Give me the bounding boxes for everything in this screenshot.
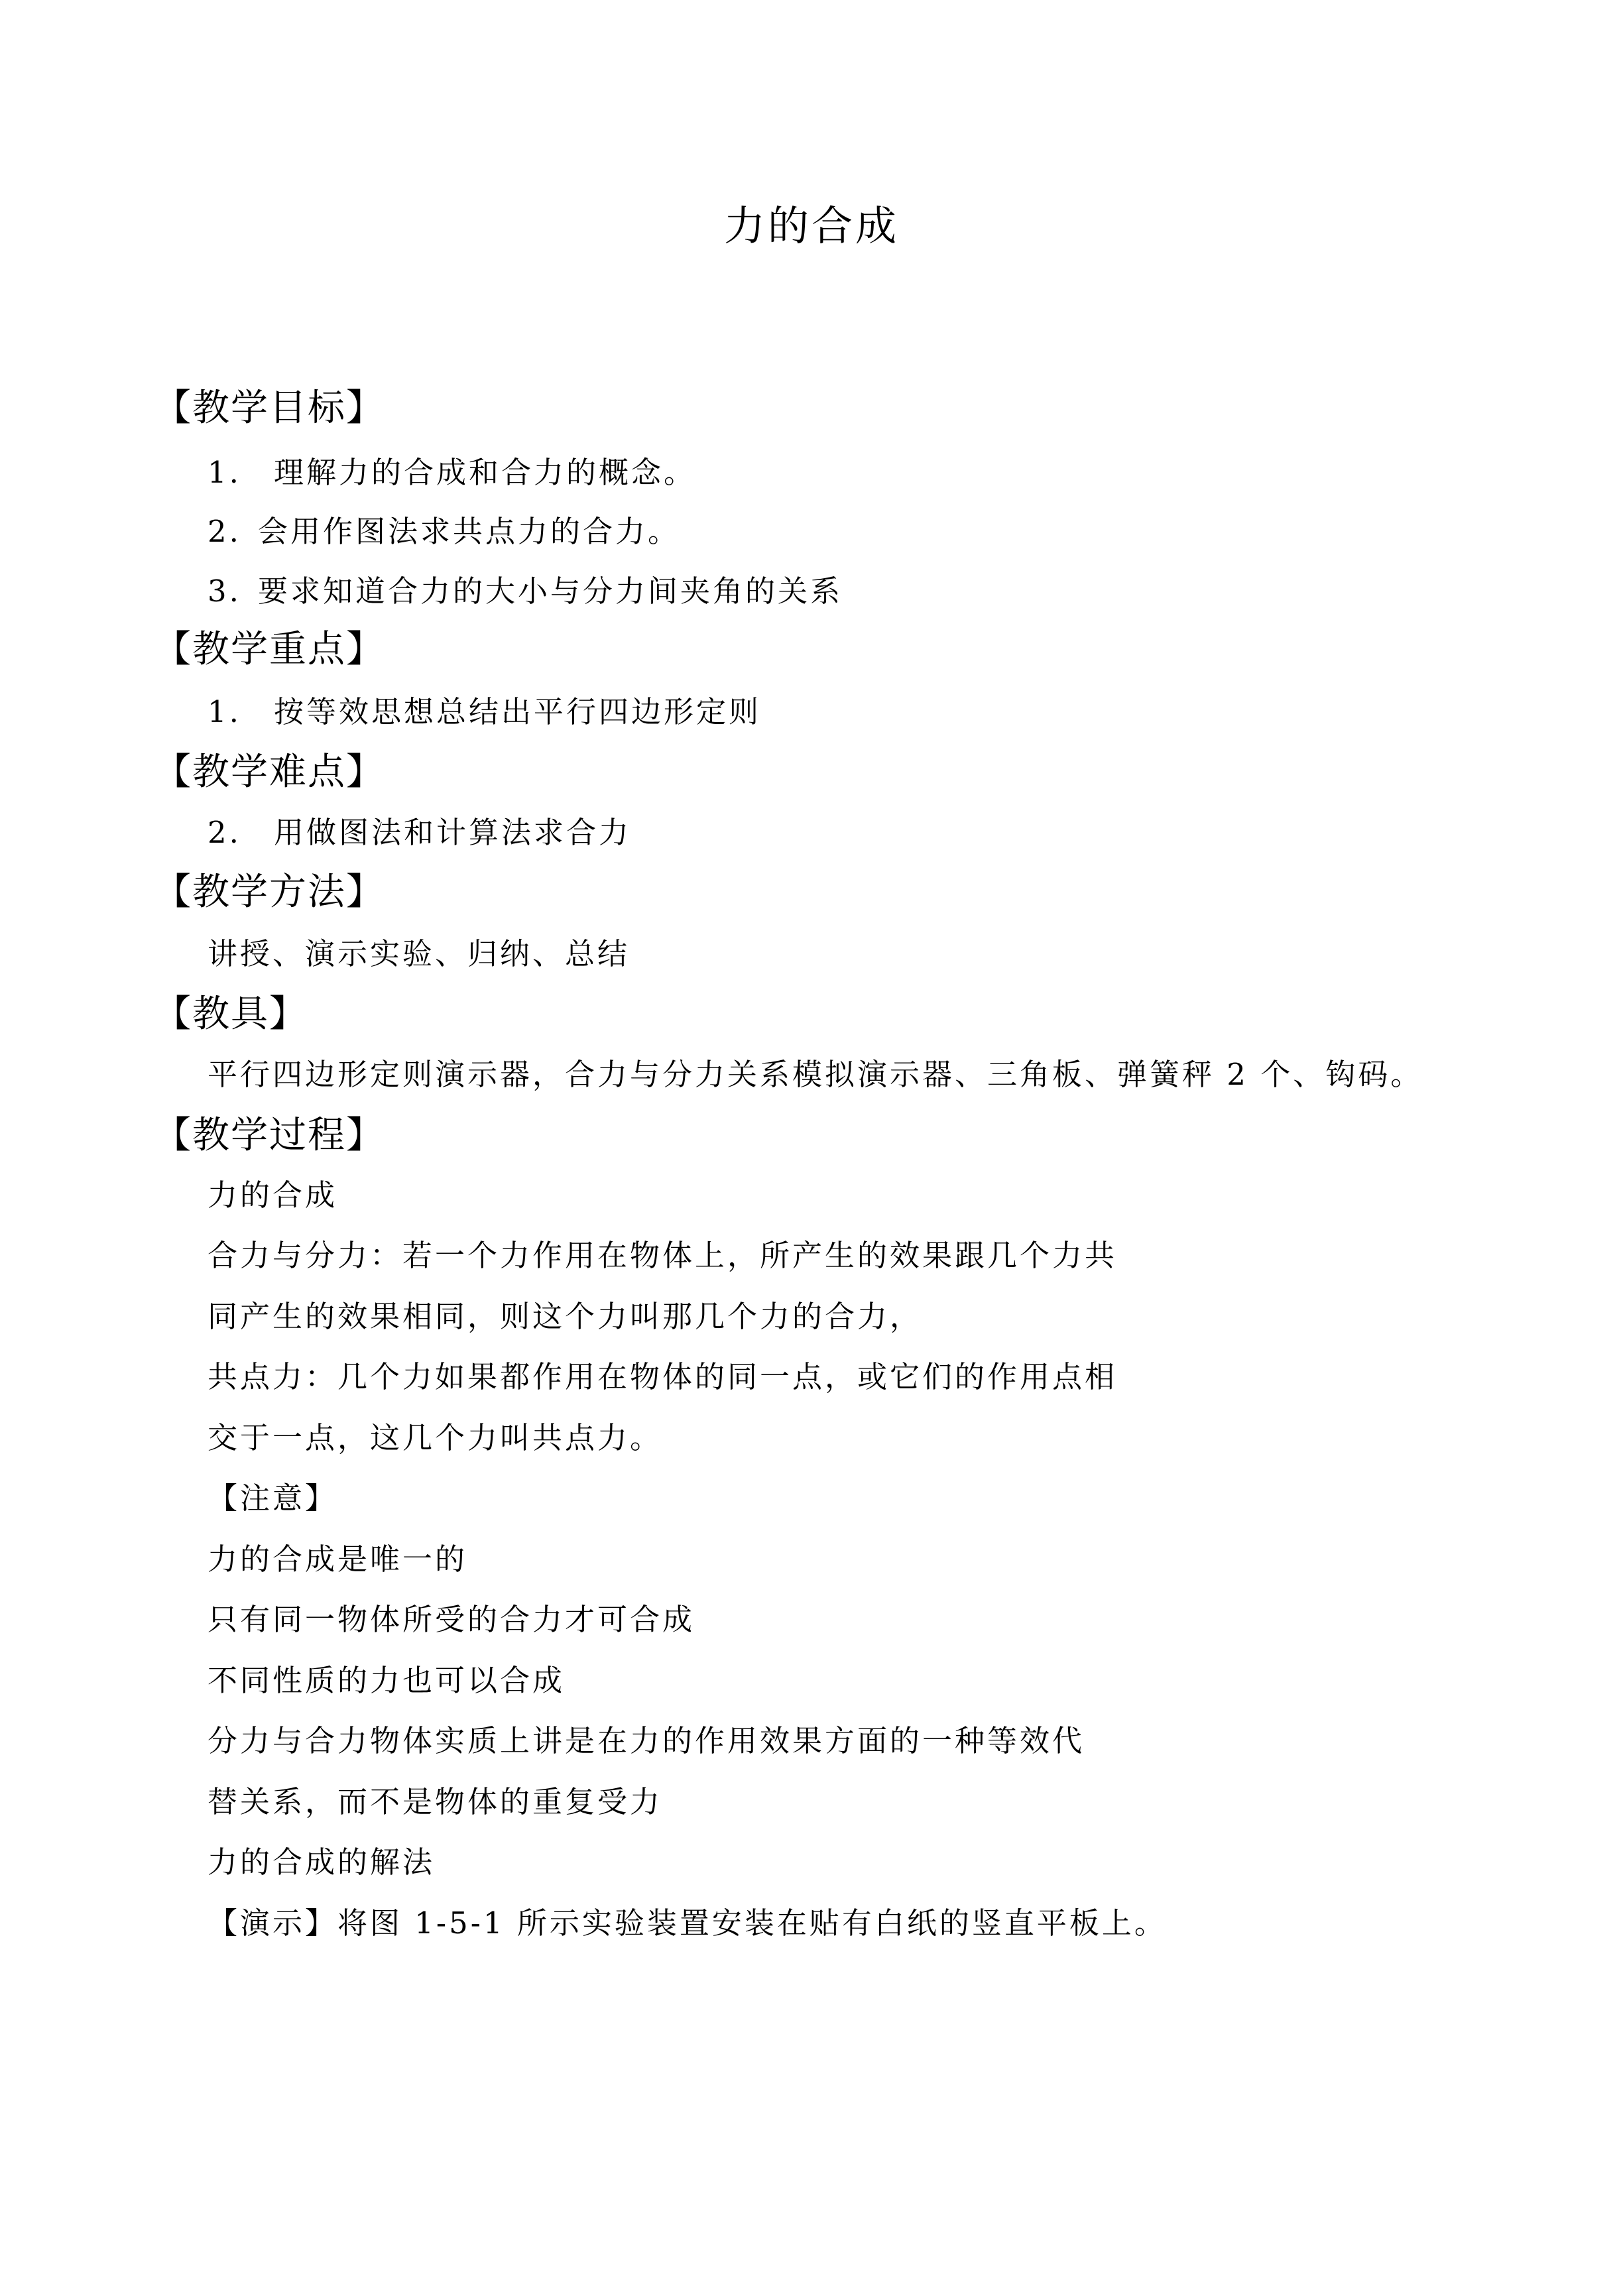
process-line: 【注意】 — [208, 1480, 338, 1516]
objective-number: 2. — [208, 514, 241, 549]
process-line: 只有同一物体所受的合力才可合成 — [208, 1602, 695, 1637]
difficulty-number: 2. — [208, 815, 241, 850]
process-line: 不同性质的力也可以合成 — [208, 1663, 566, 1698]
objective-text: 会用作图法求共点力的合力。 — [258, 514, 681, 549]
document-title: 力的合成 — [723, 202, 899, 250]
key-point-item — [208, 691, 761, 733]
key-point-text: 按等效思想总结出平行四边形定则 — [274, 694, 762, 729]
objective-text: 要求知道合力的大小与分力间夹角的关系 — [258, 574, 843, 609]
process-line: 共点力：几个力如果都作用在物体的同一点，或它们的作用点相 — [208, 1359, 1118, 1394]
section-heading-difficulties: 【教学难点】 — [154, 751, 385, 794]
objective-item — [208, 452, 696, 494]
difficulty-item — [208, 812, 631, 854]
process-line: 力的合成的解法 — [208, 1844, 436, 1880]
tools-text: 平行四边形定则演示器，合力与分力关系模拟演示器、三角板、弹簧秤 2 个、钩码。 — [208, 1057, 1423, 1092]
section-heading-tools: 【教具】 — [154, 993, 308, 1036]
objective-item — [208, 511, 680, 553]
methods-text: 讲授、演示实验、归纳、总结 — [208, 936, 631, 971]
difficulty-text: 用做图法和计算法求合力 — [274, 815, 632, 850]
section-heading-key-points: 【教学重点】 — [154, 628, 385, 671]
process-line: 合力与分力：若一个力作用在物体上，所产生的效果跟几个力共 — [208, 1238, 1118, 1273]
section-heading-methods: 【教学方法】 — [154, 871, 385, 914]
process-line: 替关系，而不是物体的重复受力 — [208, 1784, 663, 1819]
process-line: 同产生的效果相同，则这个力叫那几个力的合力， — [208, 1299, 923, 1334]
section-heading-process: 【教学过程】 — [154, 1114, 385, 1157]
objective-text: 理解力的合成和合力的概念。 — [274, 455, 697, 490]
process-line: 分力与合力物体实质上讲是在力的作用效果方面的一种等效代 — [208, 1723, 1085, 1758]
key-point-number: 1. — [208, 694, 241, 729]
objective-number: 1. — [208, 455, 241, 490]
objective-number: 3. — [208, 574, 241, 609]
process-line: 力的合成 — [208, 1178, 338, 1213]
process-line: 力的合成是唯一的 — [208, 1541, 468, 1577]
process-line: 交于一点，这几个力叫共点力。 — [208, 1420, 663, 1455]
process-line: 【演示】将图 1-5-1 所示实验装置安装在贴有白纸的竖直平板上。 — [208, 1905, 1167, 1941]
objective-item — [208, 570, 843, 613]
section-heading-objectives: 【教学目标】 — [154, 387, 385, 430]
